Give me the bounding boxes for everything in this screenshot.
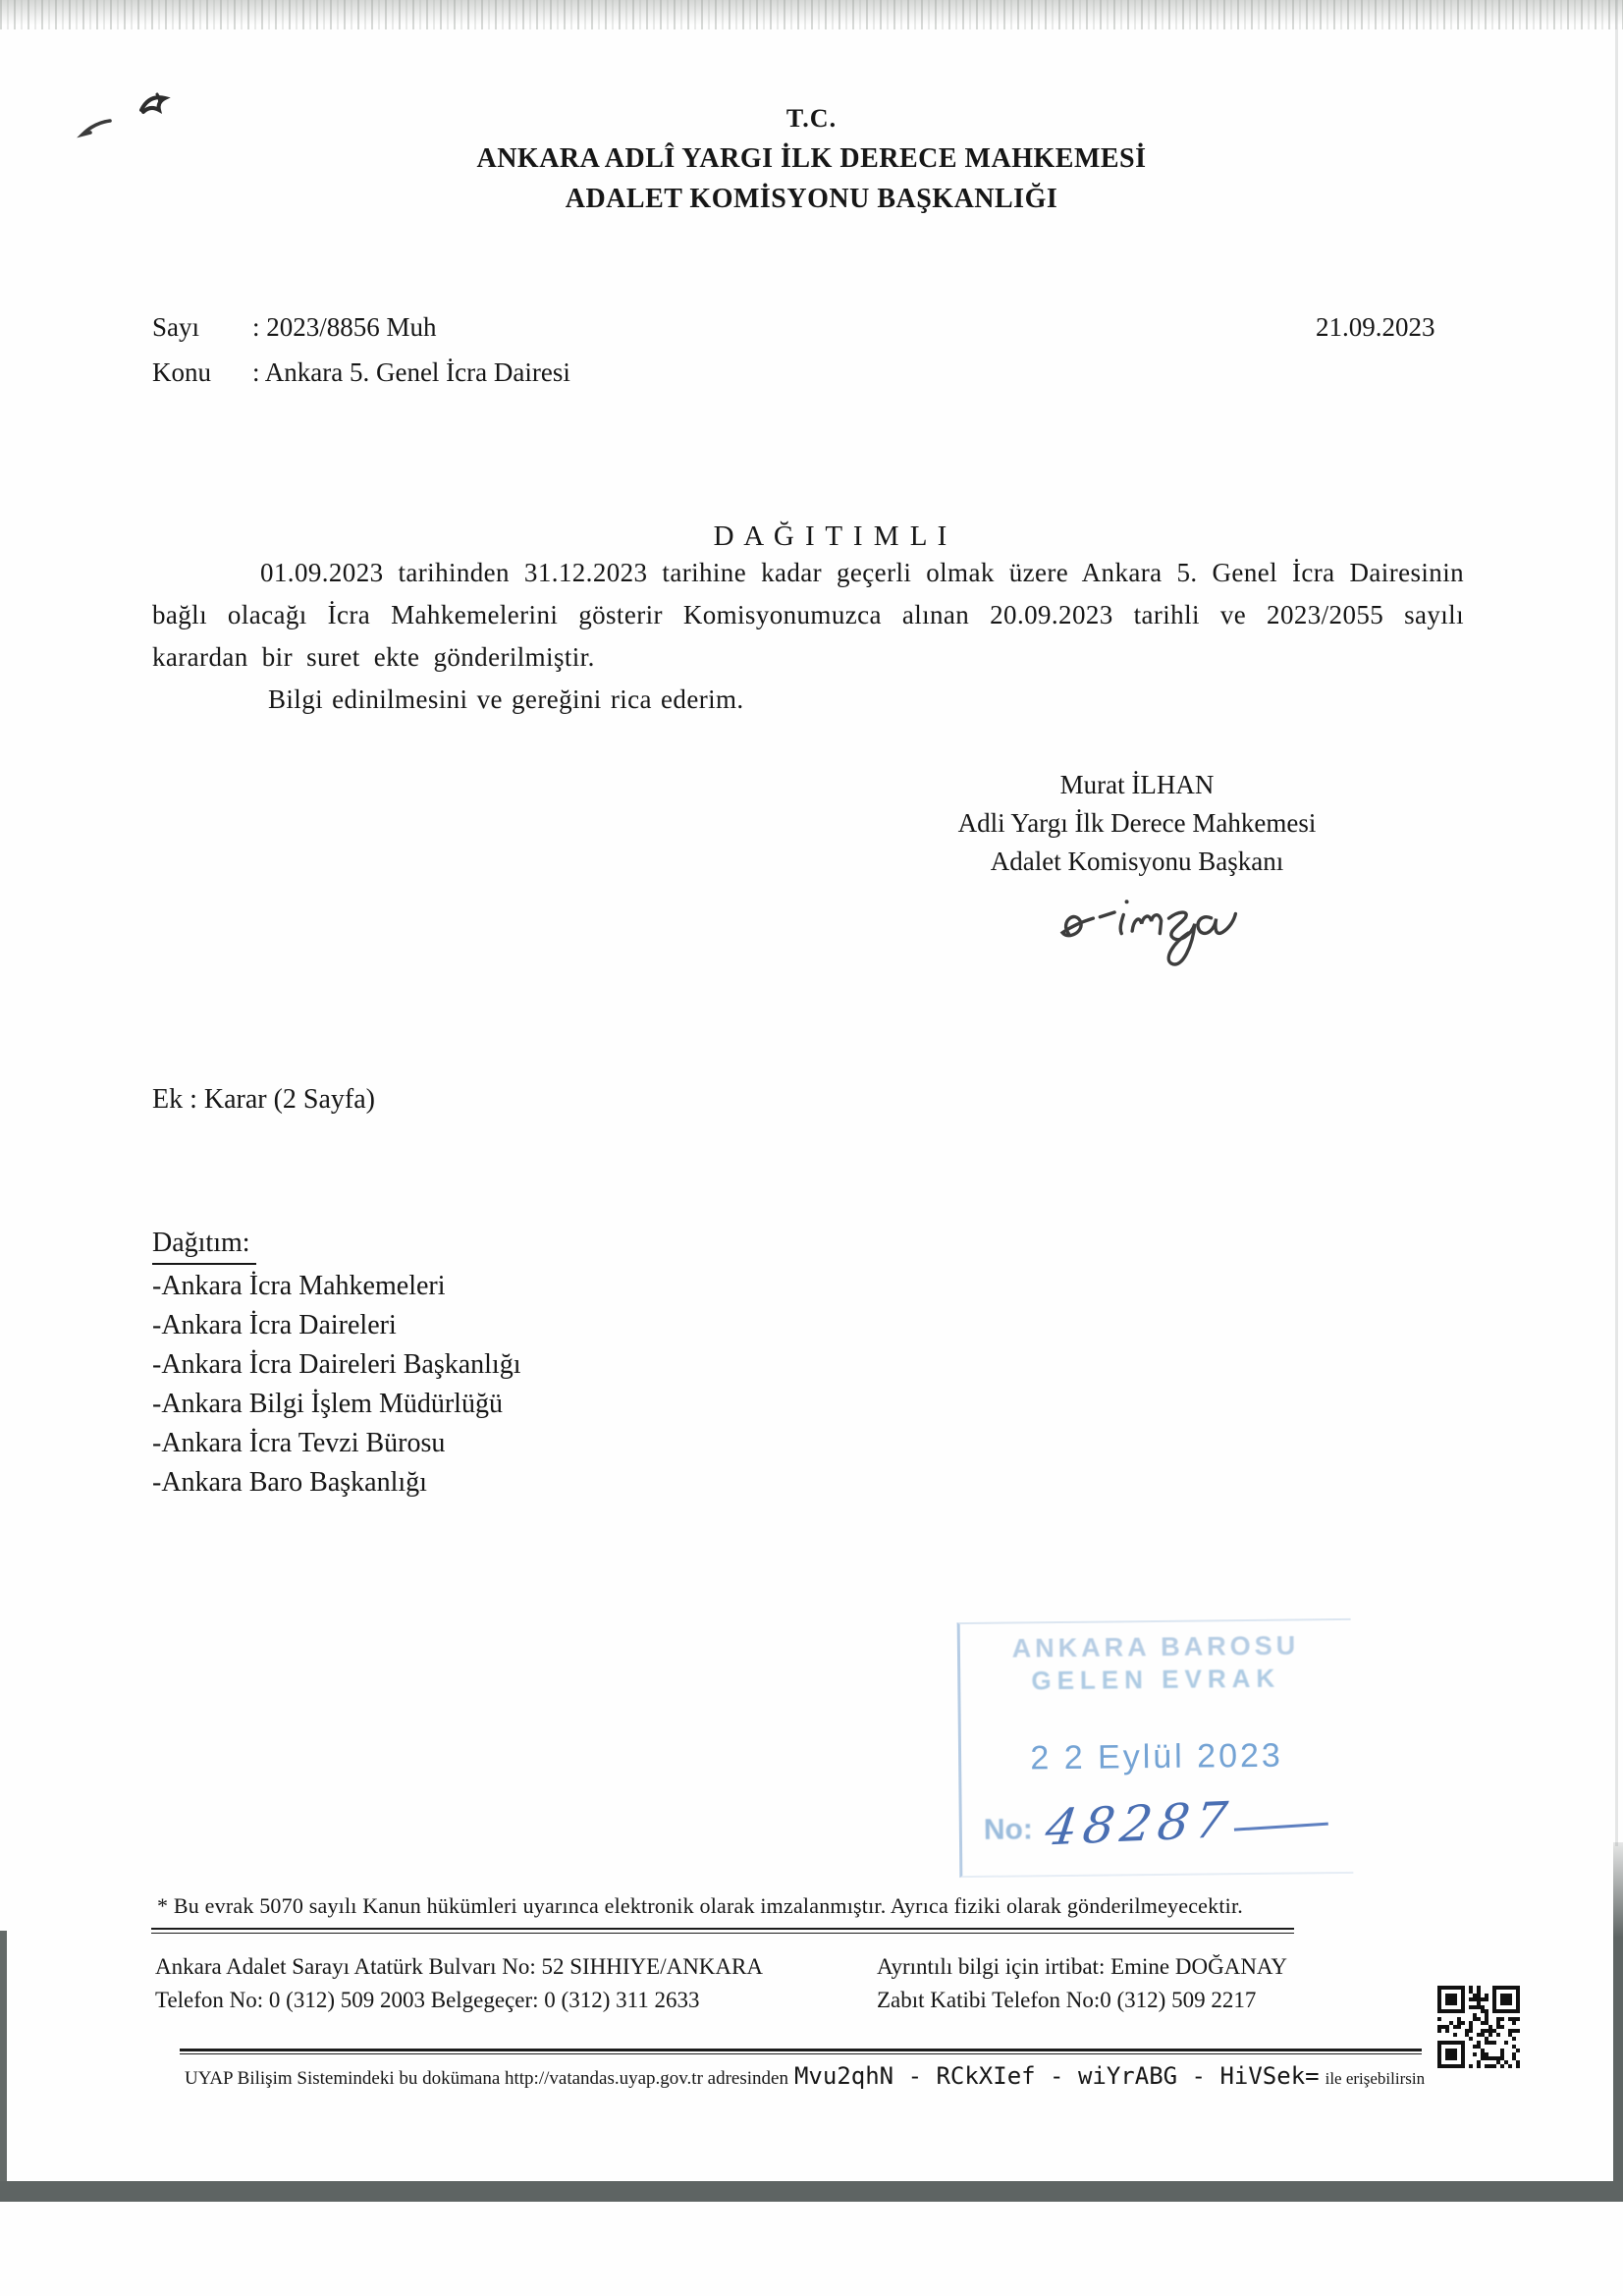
- footer-address-block: [155, 1950, 763, 2017]
- stamp-gelen-evrak: GELEN EVRAK: [1031, 1663, 1281, 1696]
- scanner-edge-right: [1613, 1842, 1623, 2182]
- letterhead-court: ANKARA ADLÎ YARGI İLK DERECE MAHKEMESİ: [476, 143, 1147, 175]
- uyap-prefix: UYAP Bilişim Sistemindeki bu dokümana http://vatandas.uyap.gov.tr adresinden: [185, 2068, 788, 2089]
- attachment-line: Ek : Karar (2 Sayfa): [152, 1084, 376, 1115]
- stamp-pen-flourish: [1234, 1823, 1328, 1831]
- subject-heading: D A Ğ I T I M L I: [713, 520, 949, 552]
- sayi-row: [152, 312, 570, 343]
- stamp-number-row: [962, 1790, 1353, 1857]
- qr-code: [1437, 1986, 1520, 2068]
- scanner-edge-right-thin: [1615, 0, 1618, 1846]
- footer-address: Ankara Adalet Sarayı Atatürk Bulvarı No: 52 SIHHIYE/ANKARA: [155, 1954, 763, 1979]
- stamp-no-label: No:: [983, 1813, 1034, 1846]
- konu-row: [152, 357, 570, 388]
- received-stamp: [957, 1618, 1354, 1878]
- electronic-signature-footnote: * Bu evrak 5070 sayılı Kanun hükümleri uyarınca elektronik olarak imzalanmıştır. Ayrıca fiziki olarak gönderilmeyecektir.: [157, 1893, 1243, 1918]
- uyap-access-line: [185, 2062, 1425, 2090]
- footer-contact-block: [877, 1950, 1287, 2017]
- distribution-item: -Ankara Baro Başkanlığı: [152, 1467, 427, 1498]
- konu-value: : Ankara 5. Genel İcra Dairesi: [252, 357, 570, 387]
- esignature-script: [1046, 865, 1258, 992]
- distribution-item: -Ankara İcra Daireleri: [152, 1310, 397, 1340]
- distribution-item: -Ankara İcra Mahkemeleri: [152, 1271, 446, 1301]
- stamp-no-value: 48287: [1042, 1790, 1237, 1857]
- letterhead: [0, 102, 1623, 218]
- body-paragraph: 01.09.2023 tarihinden 31.12.2023 tarihine kadar geçerli olmak üzere Ankara 5. Genel İcra Dairesinin bağlı olacağı İcra Mahkemelerini gösterir Komisyonumuzca alınan 20.09.2023 tarihli ve 2023/2055 sayılı karardan bir suret ekte gönderilmiştir.: [152, 558, 1464, 672]
- body-closing: Bilgi edinilmesini ve gereğini rica ederim.: [268, 684, 744, 714]
- uyap-suffix: ile erişebilirsin: [1325, 2069, 1426, 2088]
- scanner-edge-bottom: [0, 2181, 1623, 2202]
- signer-name: Murat İLHAN: [1059, 770, 1215, 799]
- distribution-label: Dağıtım:: [152, 1224, 256, 1265]
- distribution-item: -Ankara İcra Tevzi Bürosu: [152, 1428, 446, 1458]
- footer-divider: [151, 1928, 1294, 1934]
- document-date: 21.09.2023: [1316, 312, 1435, 342]
- uyap-access-code: Mvu2qhN - RCkXIef - wiYrABG - HiVSek=: [793, 2062, 1320, 2090]
- footer-contact: Ayrıntılı bilgi için irtibat: Emine DOĞANAY: [877, 1954, 1288, 1979]
- distribution-item: -Ankara İcra Daireleri Başkanlığı: [152, 1349, 521, 1380]
- letterhead-commission: ADALET KOMİSYONU BAŞKANLIĞI: [565, 184, 1058, 215]
- sayi-value: : 2023/8856 Muh: [252, 312, 437, 342]
- signer-title1: Adli Yargı İlk Derece Mahkemesi: [957, 808, 1317, 838]
- konu-label: Konu: [152, 357, 211, 387]
- distribution-item: -Ankara Bilgi İşlem Müdürlüğü: [152, 1389, 503, 1419]
- uyap-divider: [180, 2049, 1422, 2054]
- stamp-date: 2 2 Eylül 2023: [1030, 1736, 1284, 1777]
- letterhead-tc: T.C.: [785, 104, 838, 133]
- stamp-institution: ANKARA BAROSU: [1011, 1630, 1300, 1664]
- signer-title2: Adalet Komisyonu Başkanı: [990, 847, 1284, 876]
- signature-block: [911, 766, 1363, 881]
- document-meta: [152, 312, 570, 403]
- sayi-label: Sayı: [152, 312, 200, 342]
- scanner-noise-band: [0, 0, 1623, 29]
- footer-contact2: Zabıt Katibi Telefon No:0 (312) 509 2217: [877, 1988, 1257, 2012]
- distribution-list: [152, 1224, 520, 1503]
- footer-phones: Telefon No: 0 (312) 509 2003 Belgegeçer: 0 (312) 311 2633: [155, 1988, 700, 2012]
- scanner-edge-left: [0, 1931, 7, 2182]
- body-text: [152, 552, 1464, 721]
